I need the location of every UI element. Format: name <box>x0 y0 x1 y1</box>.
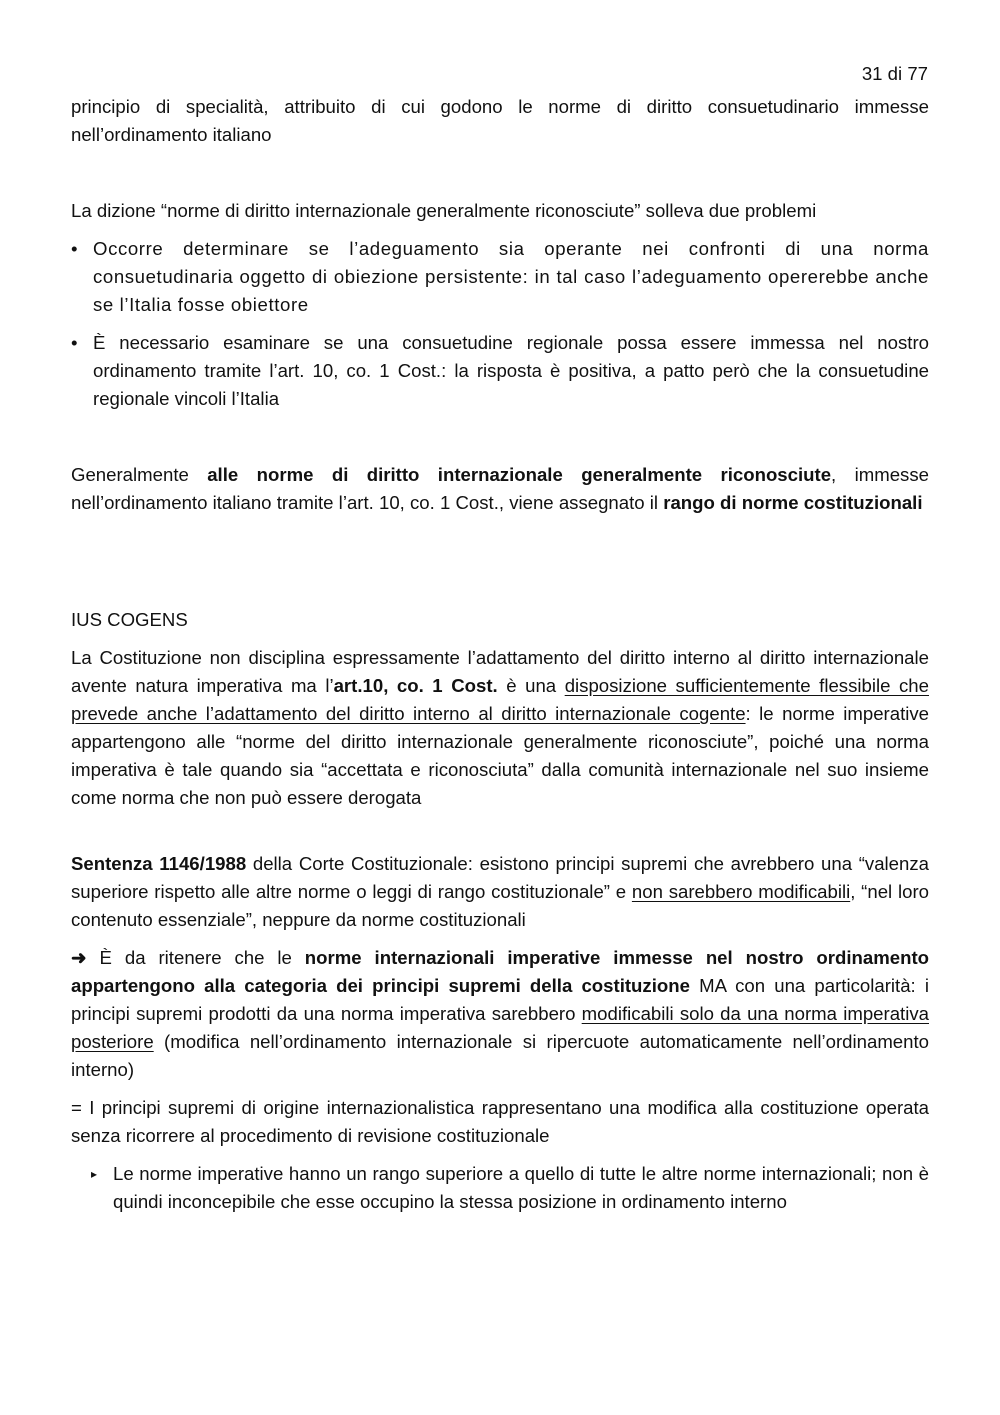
bold-text: alle norme di diritto internazionale generalmente riconosciute <box>207 464 832 485</box>
underlined-text: disposizione sufficientemente flessibile che prevede anche l’adattamento del diritto interno al diritto internazionale cogente <box>71 675 929 724</box>
paragraph-principio: principio di specialità, attribuito di cui godono le norme di diritto consuetudinario immesse nell’ordinamento italiano <box>71 96 929 145</box>
text-run: La Costituzione non disciplina espressamente l’adattamento del diritto interno al diritto internazionale avente natura imperativa ma l’ <box>71 647 929 696</box>
sub-list <box>71 1160 929 1216</box>
text-run: : le norme imperative appartengono alle “norme del diritto internazionale generalmente riconosciute”, poiché una norma imperativa è tale quando sia “accettata e riconosciuta” dalla comunità internazionale nel suo insieme come norma che non può essere derogata <box>71 703 930 808</box>
list-item: • Occorre determinare se l’adeguamento sia operante nei confronti di una norma consuetudinaria oggetto di obiezione persistente: in tal caso l’adeguamento opererebbe anche se l’Italia fosse obiettore <box>71 235 929 319</box>
bold-text: rango di norme costituzionali <box>663 492 923 513</box>
problems-list <box>71 235 929 413</box>
text-run: è una <box>497 675 565 696</box>
text-run: , “nel loro contenuto essenziale”, neppure da norme costituzionali <box>71 881 929 930</box>
paragraph-sentenza <box>71 850 929 934</box>
text-run: (modifica nell’ordinamento internazionale si ripercuote automaticamente nell’ordinamento interno) <box>71 1031 929 1080</box>
text-run: MA con una particolarità: i principi supremi prodotti da una norma imperativa sarebbero <box>71 975 929 1024</box>
text-run: , immesse nell’ordinamento italiano tramite l’art. 10, co. 1 Cost., viene assegnato il <box>71 464 929 513</box>
document-body <box>71 93 929 1216</box>
list-item: • È necessario esaminare se una consuetudine regionale possa essere immessa nel nostro ordinamento tramite l’art. 10, co. 1 Cost.: la risposta è positiva, a patto però che la consuetudine regionale vincoli l’Italia <box>71 329 929 413</box>
paragraph-dizione: La dizione “norme di diritto internazionale generalmente riconosciute” solleva due problemi <box>71 200 817 221</box>
page-number: 31 di 77 <box>861 63 928 84</box>
paragraph-ritenere <box>71 944 929 1084</box>
text-run: Generalmente <box>71 464 208 485</box>
paragraph-principi-supremi: = I principi supremi di origine internazionalistica rappresentano una modifica alla costituzione operata senza ricorrere al procedimento di revisione costituzionale <box>71 1097 929 1146</box>
arrow-right-icon: ➜ <box>71 947 87 968</box>
bold-text: art.10, co. 1 Cost. <box>333 675 498 696</box>
underlined-text: modificabili solo da una norma imperativa posteriore <box>71 1003 929 1052</box>
paragraph-rango <box>71 461 929 517</box>
section-heading: IUS COGENS <box>71 609 188 630</box>
text-run: È da ritenere che le <box>86 947 305 968</box>
bold-text: norme internazionali imperative immesse nel nostro ordinamento appartengono alla categoria dei principi supremi della costituzione <box>71 947 929 996</box>
paragraph-costituzione <box>71 644 929 812</box>
text-run: della Corte Costituzionale: esistono principi supremi che avrebbero una “valenza superiore rispetto alle altre norme o leggi di rango costituzionale” e <box>71 853 929 902</box>
bold-text: Sentenza 1146/1988 <box>71 853 247 874</box>
list-item: ▸ Le norme imperative hanno un rango superiore a quello di tutte le altre norme internazionali; non è quindi inconcepibile che esse occupino la stessa posizione in ordinamento interno <box>91 1160 929 1216</box>
underlined-text: non sarebbero modificabili <box>631 881 851 902</box>
